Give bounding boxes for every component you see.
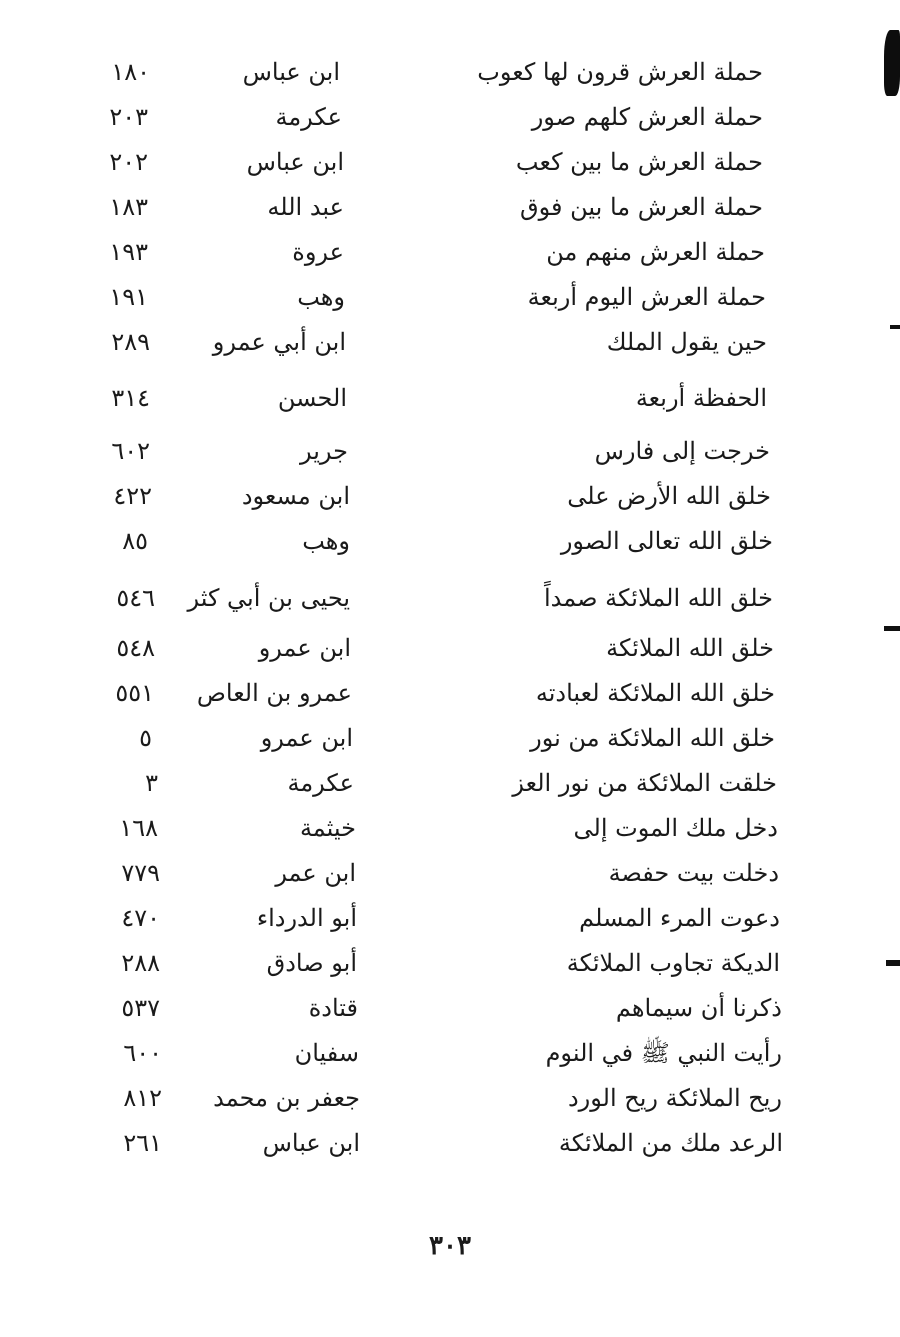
hadith-text: حملة العرش ما بين فوق bbox=[520, 193, 763, 221]
narrator-name: قتادة bbox=[308, 994, 358, 1022]
hadith-text: خلق الله الملائكة bbox=[606, 634, 774, 662]
hadith-text: ريح الملائكة ريح الورد bbox=[567, 1084, 782, 1112]
index-row bbox=[0, 853, 900, 893]
narrator-name: أبو صادق bbox=[266, 949, 357, 977]
narrator-name: جعفر بن محمد bbox=[213, 1084, 360, 1112]
page-reference: ١٨٠ bbox=[111, 58, 150, 86]
hadith-text: خلق الله تعالى الصور bbox=[560, 527, 773, 555]
hadith-text: خلق الله الملائكة من نور bbox=[530, 724, 775, 752]
hadith-text: حملة العرش كلهم صور bbox=[531, 103, 763, 131]
hadith-text: الرعد ملك من الملائكة bbox=[558, 1129, 783, 1157]
index-row bbox=[0, 521, 900, 561]
index-row bbox=[0, 578, 900, 618]
hadith-text: حملة العرش منهم من bbox=[546, 238, 765, 266]
narrator-name: ابن أبي عمرو bbox=[212, 328, 346, 356]
narrator-name: عكرمة bbox=[275, 103, 342, 131]
page-reference: ٤٢٢ bbox=[113, 482, 152, 510]
page-reference: ٦٠٠ bbox=[123, 1039, 162, 1067]
narrator-name: وهب bbox=[297, 283, 345, 311]
page-reference: ٧٧٩ bbox=[121, 859, 160, 887]
page-reference: ١٨٣ bbox=[109, 193, 148, 221]
index-row bbox=[0, 378, 900, 418]
hadith-text: دعوت المرء المسلم bbox=[579, 904, 780, 932]
hadith-text: الديكة تجاوب الملائكة bbox=[566, 949, 780, 977]
index-row bbox=[0, 322, 900, 362]
index-row bbox=[0, 673, 900, 713]
index-row bbox=[0, 52, 900, 92]
index-row bbox=[0, 988, 900, 1028]
page-reference: ٥ bbox=[139, 724, 152, 752]
page-reference: ٢٦١ bbox=[123, 1129, 162, 1157]
index-row bbox=[0, 97, 900, 137]
hadith-text: الحفظة أربعة bbox=[635, 384, 767, 412]
narrator-name: ابن مسعود bbox=[241, 482, 350, 510]
page-reference: ٢٨٨ bbox=[121, 949, 160, 977]
index-row bbox=[0, 898, 900, 938]
page-reference: ٤٧٠ bbox=[121, 904, 160, 932]
narrator-name: عبد الله bbox=[267, 193, 344, 221]
page-reference: ٥٤٦ bbox=[116, 584, 155, 612]
index-row bbox=[0, 943, 900, 983]
hadith-text: خرجت إلى فارس bbox=[594, 437, 770, 465]
index-row bbox=[0, 232, 900, 272]
index-row bbox=[0, 187, 900, 227]
index-row bbox=[0, 1033, 900, 1073]
narrator-name: ابن عباس bbox=[262, 1129, 360, 1157]
narrator-name: عكرمة bbox=[287, 769, 354, 797]
narrator-name: ابن عباس bbox=[246, 148, 344, 176]
narrator-name: الحسن bbox=[277, 384, 347, 412]
narrator-name: عروة bbox=[292, 238, 344, 266]
narrator-name: أبو الدرداء bbox=[256, 904, 357, 932]
narrator-name: ابن عمرو bbox=[258, 634, 351, 662]
narrator-name: ابن عمر bbox=[275, 859, 356, 887]
index-row bbox=[0, 142, 900, 182]
page-reference: ٣١٤ bbox=[111, 384, 150, 412]
hadith-text: خلق الله الأرض على bbox=[567, 482, 771, 510]
index-row bbox=[0, 1078, 900, 1118]
index-row bbox=[0, 476, 900, 516]
hadith-text: خلق الله الملائكة لعبادته bbox=[535, 679, 775, 707]
page-reference: ٢٠٢ bbox=[109, 148, 148, 176]
narrator-name: ابن عمرو bbox=[260, 724, 353, 752]
hadith-text: ذكرنا أن سيماهم bbox=[615, 994, 782, 1022]
index-row bbox=[0, 718, 900, 758]
page-reference: ٨١٢ bbox=[123, 1084, 162, 1112]
hadith-text: دخلت بيت حفصة bbox=[608, 859, 779, 887]
index-row bbox=[0, 277, 900, 317]
index-row bbox=[0, 763, 900, 803]
page-reference: ١٩٣ bbox=[109, 238, 148, 266]
page-reference: ٥٤٨ bbox=[116, 634, 155, 662]
index-row bbox=[0, 431, 900, 471]
hadith-text: حين يقول الملك bbox=[606, 328, 767, 356]
hadith-text: خلقت الملائكة من نور العز bbox=[512, 769, 777, 797]
narrator-name: يحيى بن أبي كثر bbox=[187, 584, 350, 612]
page-reference: ٢٨٩ bbox=[111, 328, 150, 356]
narrator-name: ابن عباس bbox=[242, 58, 340, 86]
index-row bbox=[0, 808, 900, 848]
page-reference: ٣ bbox=[145, 769, 158, 797]
hadith-text: حملة العرش قرون لها كعوب bbox=[477, 58, 763, 86]
narrator-name: جرير bbox=[300, 437, 348, 465]
narrator-name: خيثمة bbox=[299, 814, 356, 842]
page-reference: ٦٠٢ bbox=[111, 437, 150, 465]
narrator-name: وهب bbox=[302, 527, 350, 555]
page-reference: ١٦٨ bbox=[119, 814, 158, 842]
hadith-text: دخل ملك الموت إلى bbox=[573, 814, 778, 842]
hadith-text: حملة العرش ما بين كعب bbox=[515, 148, 763, 176]
page-reference: ٢٠٣ bbox=[109, 103, 148, 131]
page-reference: ١٩١ bbox=[109, 283, 148, 311]
index-row bbox=[0, 628, 900, 668]
page-reference: ٥٥١ bbox=[115, 679, 154, 707]
hadith-text: حملة العرش اليوم أربعة bbox=[527, 283, 766, 311]
hadith-text: رأيت النبي ﷺ في النوم bbox=[545, 1039, 782, 1067]
page-number: ٣٠٣ bbox=[429, 1231, 471, 1261]
page-reference: ٨٥ bbox=[122, 527, 148, 555]
narrator-name: سفيان bbox=[294, 1039, 359, 1067]
index-row bbox=[0, 1123, 900, 1163]
narrator-name: عمرو بن العاص bbox=[196, 679, 352, 707]
hadith-text: خلق الله الملائكة صمداً bbox=[544, 584, 773, 612]
page-reference: ٥٣٧ bbox=[121, 994, 160, 1022]
